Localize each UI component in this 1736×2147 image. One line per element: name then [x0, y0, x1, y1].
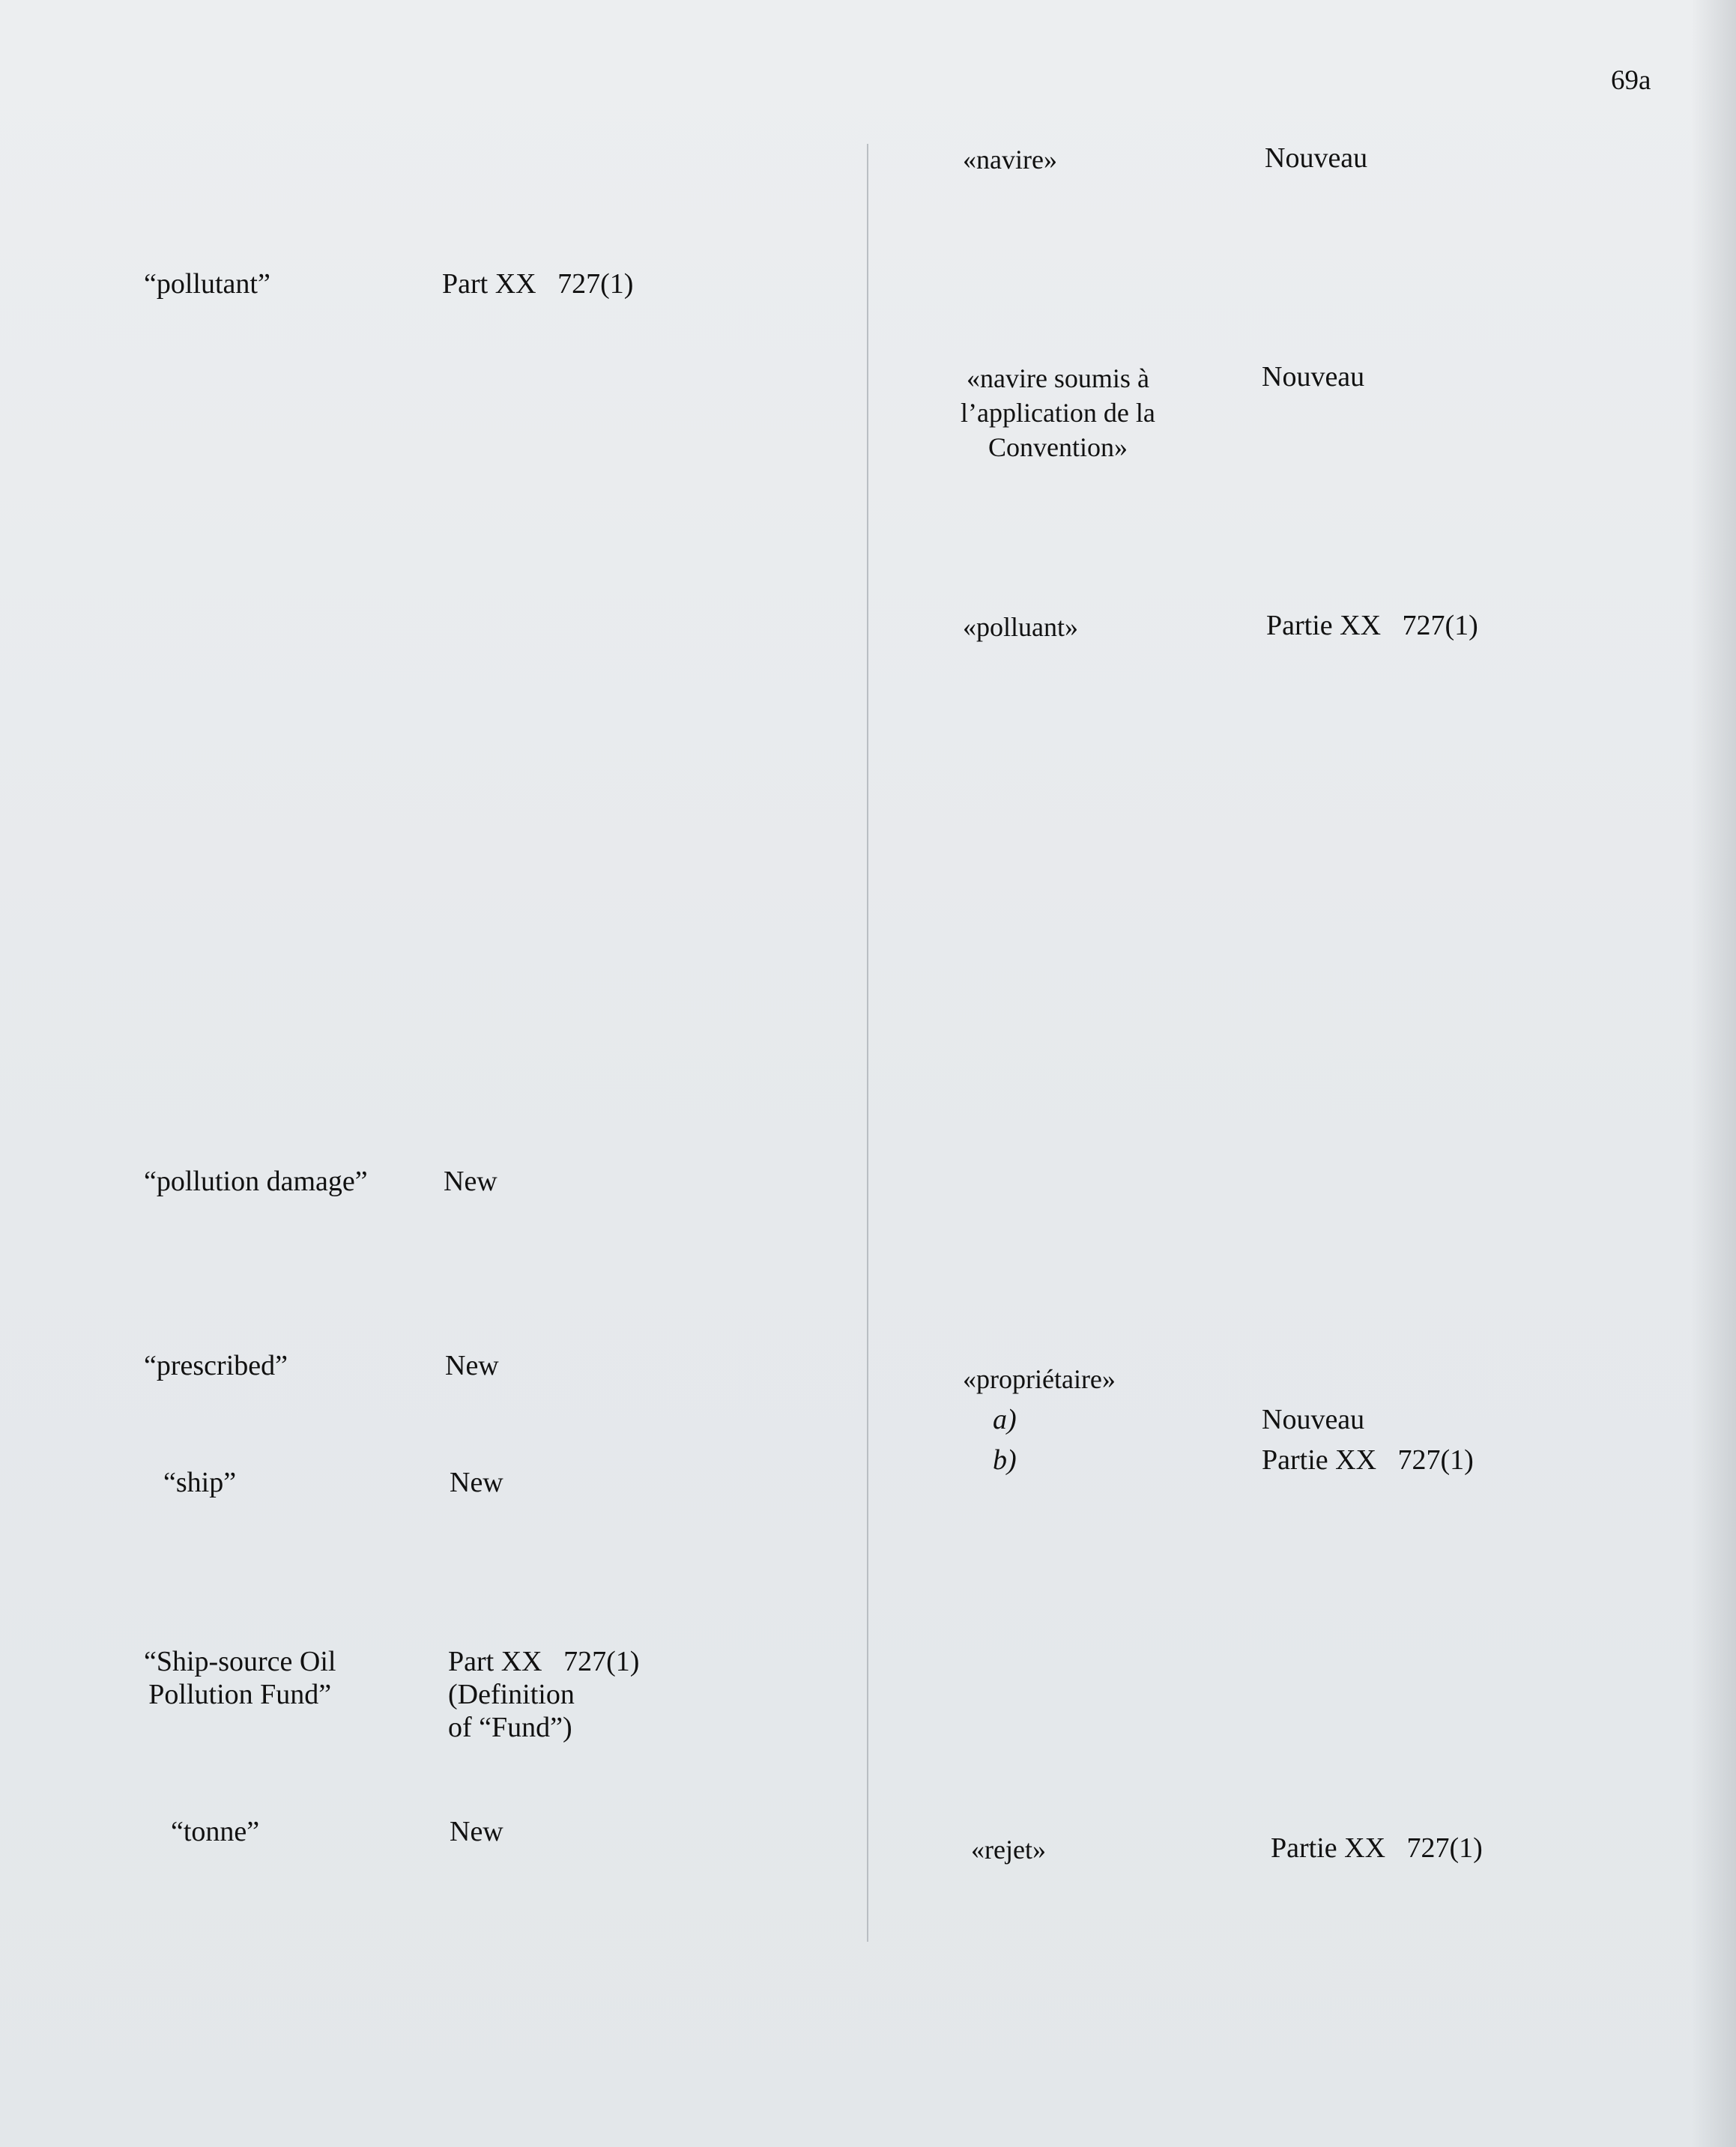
ref-prescribed: New [445, 1350, 499, 1381]
term-navire: «navire» [963, 145, 1057, 175]
term-ship: “ship” [163, 1467, 237, 1498]
ref-proprietaire-a: Nouveau [1262, 1404, 1365, 1435]
term-pollutant: “pollutant” [144, 268, 270, 300]
page-number: 69a [1611, 65, 1651, 96]
term-rejet: «rejet» [971, 1835, 1046, 1865]
page-edge-shadow [1691, 0, 1736, 2147]
ref-ship-source-oil-pollution-fund: Part XX 727(1) (Definition of “Fund”) [448, 1646, 640, 1743]
term-navire-soumis-convention: «navire soumis à l’application de la Convention» [961, 363, 1155, 462]
ref-proprietaire-b: Partie XX 727(1) [1262, 1444, 1474, 1476]
term-proprietaire-b: b) [993, 1444, 1017, 1476]
term-ship-source-oil-pollution-fund: “Ship-source Oil Pollution Fund” [144, 1646, 336, 1710]
term-polluant: «polluant» [963, 612, 1078, 642]
term-prescribed: “prescribed” [144, 1350, 288, 1381]
ref-tonne: New [450, 1816, 503, 1847]
ref-polluant: Partie XX 727(1) [1266, 610, 1478, 641]
ref-navire-soumis-convention: Nouveau [1262, 361, 1365, 393]
ref-rejet: Partie XX 727(1) [1271, 1832, 1483, 1864]
column-divider [867, 144, 868, 1942]
term-pollution-damage: “pollution damage” [144, 1166, 368, 1197]
term-proprietaire-a: a) [993, 1404, 1017, 1435]
ref-pollution-damage: New [444, 1166, 497, 1197]
term-tonne: “tonne” [171, 1816, 260, 1847]
ref-ship: New [450, 1467, 503, 1498]
term-proprietaire: «propriétaire» [963, 1364, 1116, 1394]
ref-pollutant: Part XX 727(1) [442, 268, 634, 300]
ref-navire: Nouveau [1265, 142, 1368, 174]
